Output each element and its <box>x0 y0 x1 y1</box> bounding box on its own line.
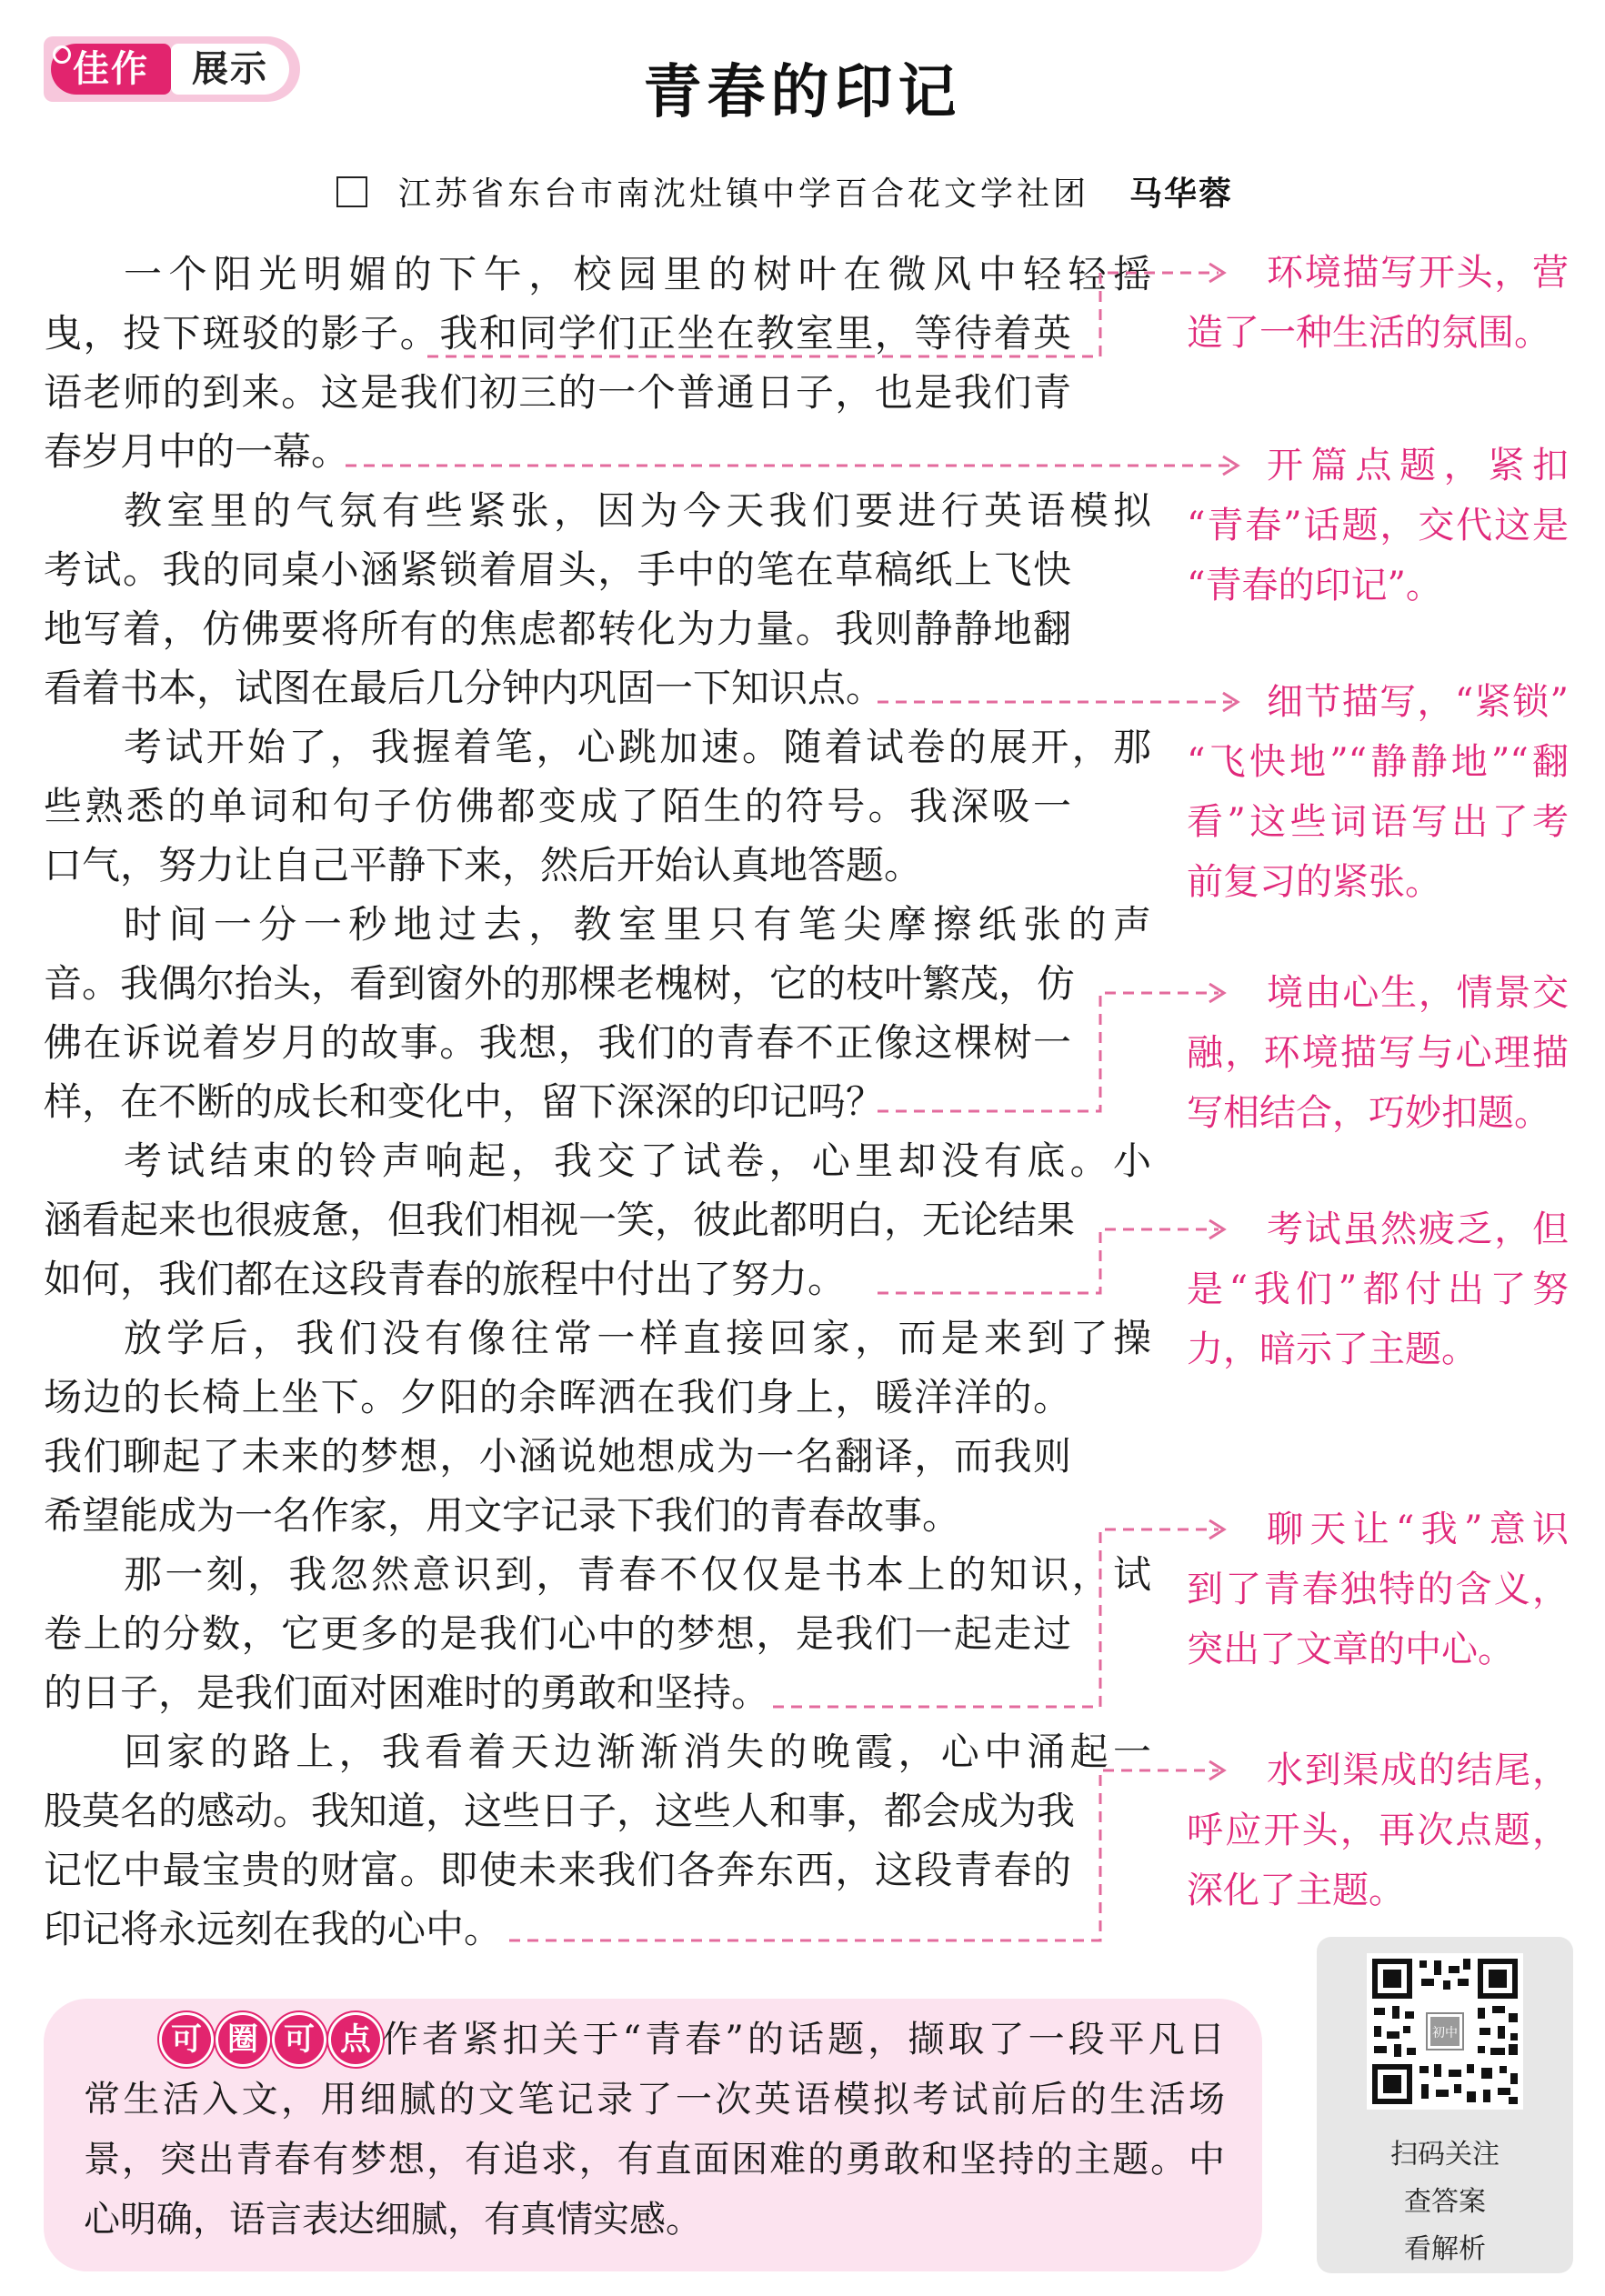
byline <box>336 168 1233 215</box>
summary-line: 心明确，语言表达细腻，有真情实感。 <box>84 2199 702 2241</box>
body-line: 佛在诉说着岁月的故事。我想，我们的青春不正像这棵树一 <box>44 1020 1071 1065</box>
commentary-tag <box>162 2010 416 2064</box>
summary-line: 作者紧扣关于“青春”的话题，撷取了一段平凡日 <box>382 2019 1225 2060</box>
body-line: 我们聊起了未来的梦想，小涵说她想成为一名翻译，而我则 <box>44 1434 1071 1479</box>
body-line: 场边的长椅上坐下。夕阳的余晖洒在我们身上，暖洋洋的。 <box>44 1375 1071 1419</box>
annotation-line: 突出了文章的中心。 <box>1187 1629 1514 1670</box>
body-line: 地写着，仿佛要将所有的焦虑都转化为力量。我则静静地翻 <box>44 607 1071 651</box>
body-line: 的日子，是我们面对困难时的勇敢和坚持。 <box>44 1670 770 1715</box>
square-bullet-icon <box>336 176 367 207</box>
qr-label-follow: 扫码关注 <box>1390 2139 1500 2171</box>
tag-char: 可 <box>275 2015 324 2064</box>
badge-left-label: 佳作 <box>51 44 171 95</box>
qr-label-answers: 查答案 <box>1404 2186 1486 2218</box>
body-line: 印记将永远刻在我的心中。 <box>44 1907 503 1951</box>
annotation-1 <box>1187 243 1569 363</box>
body-line: 看着书本，试图在最后几分钟内巩固一下知识点。 <box>44 666 885 710</box>
qr-code-icon <box>1367 1953 1523 2110</box>
body-line: 如何，我们都在这段青春的旅程中付出了努力。 <box>44 1257 847 1301</box>
body-line: 放学后，我们没有像往常一样直接回家，而是来到了操 <box>124 1316 1151 1360</box>
annotation-5 <box>1187 1199 1569 1379</box>
body-line: 卷上的分数，它更多的是我们心中的梦想，是我们一起走过 <box>44 1611 1071 1656</box>
school-name: 江苏省东台市南沈灶镇中学百合花文学社团 <box>398 175 1090 213</box>
summary-line: 常生活入文，用细腻的文笔记录了一次英语模拟考试前后的生活场 <box>84 2079 1225 2121</box>
annotation-2 <box>1187 436 1569 616</box>
page-title: 青春的印记 <box>643 59 962 126</box>
tag-char: 可 <box>162 2015 211 2064</box>
body-line: 回家的路上，我看着天边渐渐消失的晚霞，心中涌起一 <box>124 1730 1151 1774</box>
summary-line: 景，突出青春有梦想，有追求，有直面困难的勇敢和坚持的主题。中 <box>84 2139 1225 2181</box>
body-line: 样，在不断的成长和变化中，留下深深的印记吗？ <box>44 1079 885 1124</box>
annotation-line: 力，暗示了主题。 <box>1187 1328 1478 1370</box>
annotation-3 <box>1187 672 1569 912</box>
annotation-line: 前复习的紧张。 <box>1187 861 1441 903</box>
annotation-line: 水到渠成的结尾， <box>1267 1750 1569 1791</box>
body-line: 春岁月中的一幕。 <box>44 429 350 474</box>
body-line: 那一刻，我忽然意识到，青春不仅仅是书本上的知识，试 <box>124 1552 1151 1597</box>
body-line: 涵看起来也很疲惫，但我们相视一笑，彼此都明白，无论结果 <box>44 1198 1076 1242</box>
summary-box <box>44 1999 1262 2271</box>
body-line: 语老师的到来。这是我们初三的一个普通日子，也是我们青 <box>44 370 1071 415</box>
body-line: 记忆中最宝贵的财富。即使未来我们各奔东西，这段青春的 <box>44 1848 1071 1892</box>
annotation-line: 融，环境描写与心理描 <box>1187 1032 1569 1074</box>
body-line: 希望能成为一名作家，用文字记录下我们的青春故事。 <box>44 1493 961 1538</box>
body-line: 曳，投下斑驳的影子。我和同学们正坐在教室里，等待着英 <box>44 311 1071 356</box>
annotation-line: 写相结合，巧妙扣题。 <box>1187 1092 1550 1134</box>
body-line: 考试结束的铃声响起，我交了试卷，心里却没有底。小 <box>124 1138 1151 1183</box>
annotation-line: 境由心生，情景交 <box>1267 972 1569 1014</box>
annotation-line: 开篇点题，紧扣 <box>1267 445 1569 486</box>
body-line: 考试开始了，我握着笔，心跳加速。随着试卷的展开，那 <box>124 725 1151 769</box>
annotation-line: 深化了主题。 <box>1187 1870 1405 1911</box>
qr-label-analysis: 看解析 <box>1404 2233 1486 2265</box>
annotation-line: 到了青春独特的含义， <box>1187 1569 1569 1610</box>
annotation-line: 考试虽然疲乏，但 <box>1267 1208 1569 1250</box>
annotation-line: 呼应开头，再次点题， <box>1187 1810 1569 1851</box>
body-line: 教室里的气氛有些紧张，因为今天我们要进行英语模拟 <box>124 488 1151 533</box>
body-line: 时间一分一秒地过去，教室里只有笔尖摩擦纸张的声 <box>124 902 1151 947</box>
body-line: 考试。我的同桌小涵紧锁着眉头，手中的笔在草稿纸上飞快 <box>44 547 1071 592</box>
annotation-6 <box>1187 1499 1569 1679</box>
body-line: 些熟悉的单词和句子仿佛都变成了陌生的符号。我深吸一 <box>44 784 1071 828</box>
author-name: 马华蓉 <box>1129 175 1234 213</box>
annotation-4 <box>1187 963 1569 1143</box>
annotation-line: “青春的印记”。 <box>1187 565 1442 607</box>
annotation-line: 环境描写开头，营 <box>1267 252 1569 294</box>
annotation-line: 聊天让“我”意识 <box>1267 1509 1569 1550</box>
qr-code[interactable] <box>1367 1953 1523 2110</box>
badge-right-label: 展示 <box>171 44 289 95</box>
tag-char: 点 <box>331 2015 380 2064</box>
annotation-line: 看”这些词语写出了考 <box>1187 801 1569 843</box>
body-line: 口气，努力让自己平静下来，然后开始认真地答题。 <box>44 843 923 887</box>
body-line: 股莫名的感动。我知道，这些日子，这些人和事，都会成为我 <box>44 1789 1076 1833</box>
qr-center-glyph: 初中 <box>1432 2026 1458 2040</box>
annotation-line: 造了一种生活的氛围。 <box>1187 312 1550 354</box>
annotation-7 <box>1187 1740 1569 1920</box>
annotation-line: “飞快地”“静静地”“翻 <box>1187 741 1569 783</box>
annotation-line: “青春”话题，交代这是 <box>1187 505 1569 546</box>
annotation-line: 是“我们”都付出了努 <box>1187 1268 1569 1310</box>
annotation-line: 细节描写，“紧锁” <box>1267 681 1569 723</box>
body-line: 音。我偶尔抬头，看到窗外的那棵老槐树，它的枝叶繁茂，仿 <box>44 961 1076 1006</box>
body-line: 一个阳光明媚的下午，校园里的树叶在微风中轻轻摇 <box>124 252 1151 296</box>
qr-panel <box>1317 1937 1573 2273</box>
tag-char: 圈 <box>218 2015 267 2064</box>
